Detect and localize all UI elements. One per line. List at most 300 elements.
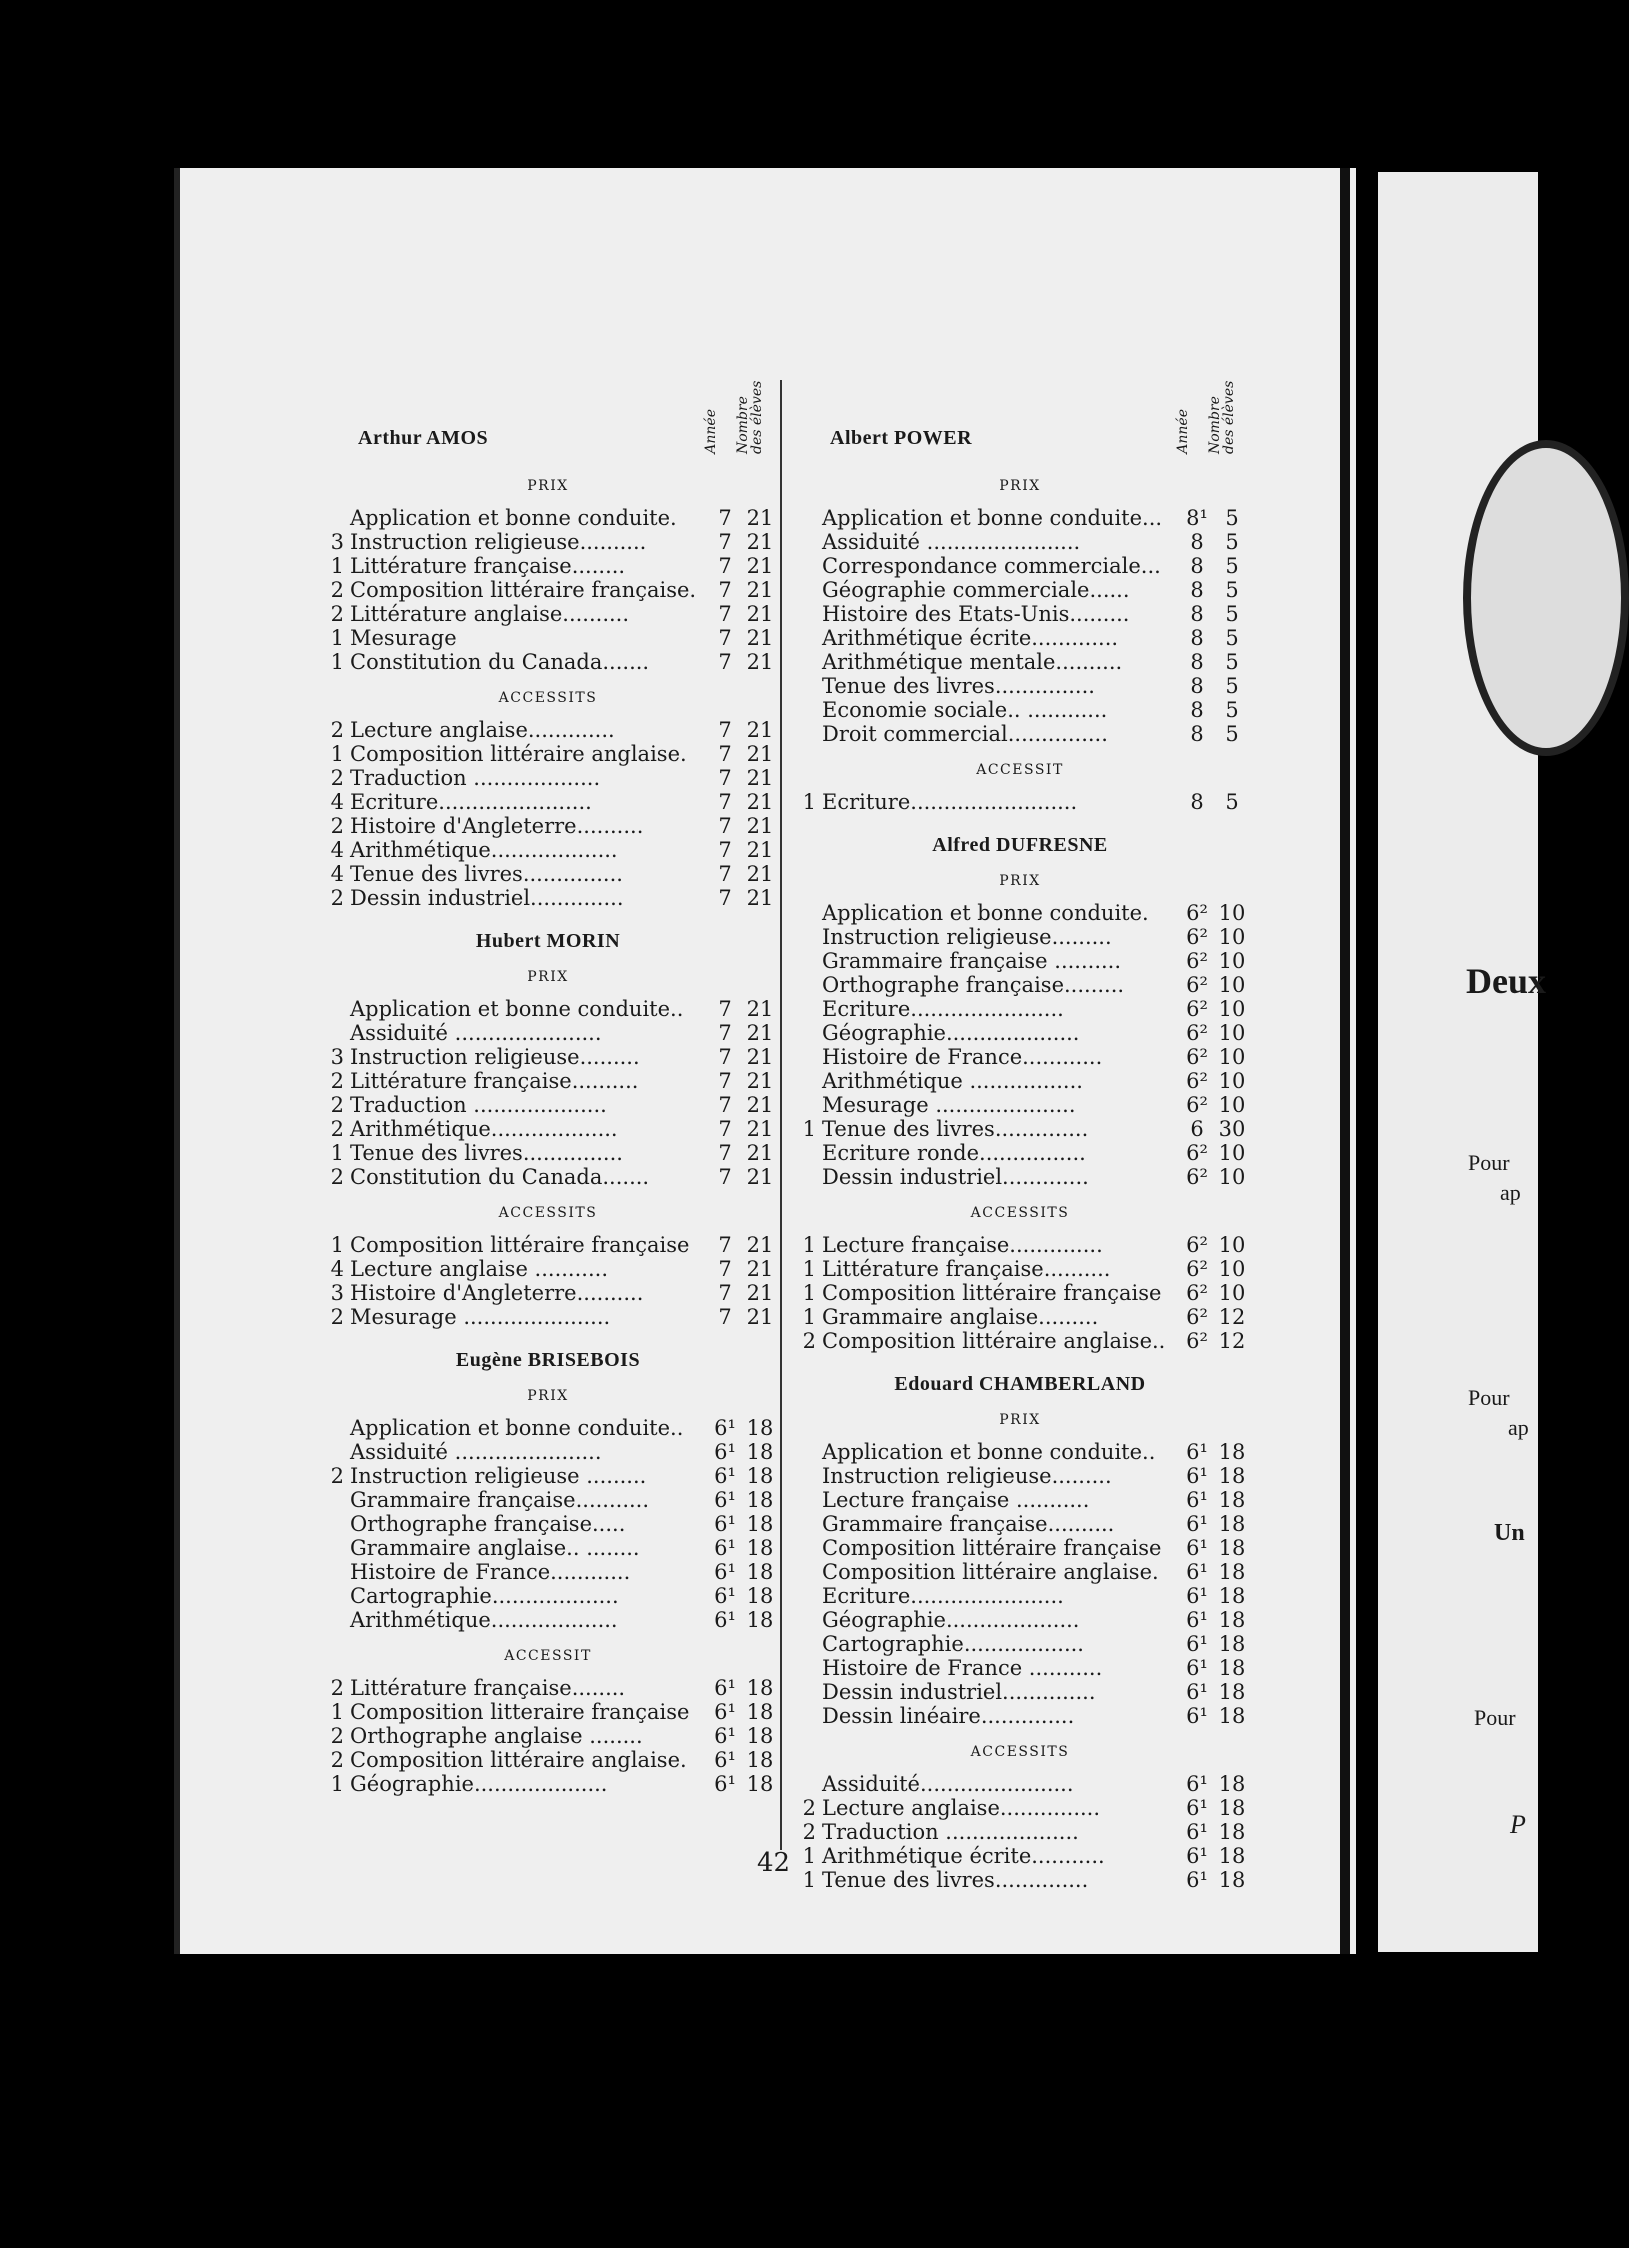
year-value: 8 (1190, 626, 1204, 650)
prize-row (790, 1464, 1250, 1488)
rank-number: 1 (330, 626, 344, 650)
prize-row (318, 766, 778, 790)
year-value: 8 (1190, 602, 1204, 626)
section-title: PRIX (527, 1388, 569, 1404)
year-value: 6¹ (714, 1464, 736, 1488)
prize-row (318, 1281, 778, 1305)
prize-row (318, 1045, 778, 1069)
rank-number: 1 (802, 1117, 816, 1141)
subject-name: Application et bonne conduite.. (350, 1416, 684, 1440)
subject-name: Grammaire française .......... (822, 949, 1122, 973)
year-value: 6¹ (714, 1700, 736, 1724)
prize-row (318, 838, 778, 862)
subject-name: Dessin industriel.............. (822, 1680, 1096, 1704)
year-value: 6² (1186, 973, 1208, 997)
prize-row (318, 1488, 778, 1512)
column-header-year: Année (703, 409, 719, 454)
prize-row (318, 530, 778, 554)
year-value: 6² (1186, 1093, 1208, 1117)
subject-name: Composition littéraire française (350, 1233, 690, 1257)
subject-name: Composition litteraire française (350, 1700, 690, 1724)
prize-row (790, 1281, 1250, 1305)
student-count: 5 (1225, 626, 1239, 650)
year-value: 6¹ (1186, 1512, 1208, 1536)
prize-row (790, 722, 1250, 746)
student-count: 10 (1218, 1021, 1246, 1045)
year-value: 6¹ (1186, 1680, 1208, 1704)
page-number: 42 (757, 1848, 791, 1878)
student-count: 18 (1218, 1488, 1246, 1512)
year-value: 7 (718, 742, 732, 766)
subject-name: Ecriture....................... (822, 997, 1064, 1021)
year-value: 6¹ (714, 1440, 736, 1464)
subject-name: Instruction religieuse......... (822, 925, 1112, 949)
subject-name: Assiduité....................... (822, 1772, 1074, 1796)
year-value: 6¹ (714, 1488, 736, 1512)
student-count: 18 (746, 1464, 774, 1488)
subject-name: Constitution du Canada....... (350, 1165, 650, 1189)
facing-page (1378, 172, 1538, 1952)
section-title: PRIX (999, 1412, 1041, 1428)
student-count: 5 (1225, 530, 1239, 554)
prize-row (790, 506, 1250, 530)
prize-row (318, 1608, 778, 1632)
student-count: 21 (746, 1045, 774, 1069)
prize-row (790, 1608, 1250, 1632)
student-count: 21 (746, 1165, 774, 1189)
section-title: ACCESSITS (498, 690, 598, 706)
year-value: 6¹ (714, 1772, 736, 1796)
student-count: 21 (746, 650, 774, 674)
prize-row (318, 506, 778, 530)
student-count: 5 (1225, 506, 1239, 530)
prize-row (318, 1560, 778, 1584)
section-title: PRIX (999, 873, 1041, 889)
prize-row (790, 1772, 1250, 1796)
year-value: 6² (1186, 997, 1208, 1021)
student-count: 10 (1218, 1257, 1246, 1281)
prize-row (318, 862, 778, 886)
year-value: 6² (1186, 949, 1208, 973)
year-value: 6¹ (1186, 1560, 1208, 1584)
subject-name: Tenue des livres............... (350, 1141, 623, 1165)
year-value: 6² (1186, 1233, 1208, 1257)
prize-row (318, 650, 778, 674)
subject-name: Assiduité ....................... (822, 530, 1081, 554)
subject-name: Composition littéraire anglaise.. (822, 1329, 1166, 1353)
year-value: 6² (1186, 1141, 1208, 1165)
prize-row (790, 1021, 1250, 1045)
subject-name: Orthographe française..... (350, 1512, 626, 1536)
subject-name: Application et bonne conduite. (350, 506, 677, 530)
subject-name: Géographie.................... (350, 1772, 608, 1796)
student-count: 18 (746, 1440, 774, 1464)
prize-row (790, 973, 1250, 997)
subject-name: Instruction religieuse ......... (350, 1464, 647, 1488)
student-name: Eugène BRISEBOIS (455, 1349, 641, 1371)
rank-number: 2 (330, 1069, 344, 1093)
subject-name: Instruction religieuse......... (350, 1045, 640, 1069)
prize-row (318, 1700, 778, 1724)
prize-row (790, 901, 1250, 925)
student-count: 21 (746, 1257, 774, 1281)
student-count: 18 (1218, 1440, 1246, 1464)
subject-name: Dessin industriel............. (822, 1165, 1089, 1189)
prize-row (318, 1093, 778, 1117)
year-value: 6¹ (714, 1512, 736, 1536)
subject-name: Instruction religieuse......... (822, 1464, 1112, 1488)
student-count: 10 (1218, 1141, 1246, 1165)
rank-number: 1 (802, 1844, 816, 1868)
subject-name: Traduction .................... (350, 1093, 607, 1117)
subject-name: Correspondance commerciale... (822, 554, 1161, 578)
year-value: 6² (1186, 1165, 1208, 1189)
subject-name: Mesurage (350, 626, 457, 650)
subject-name: Arithmétique................... (350, 1117, 618, 1141)
student-count: 5 (1225, 698, 1239, 722)
year-value: 6¹ (1186, 1820, 1208, 1844)
prize-row (318, 1584, 778, 1608)
prize-row (318, 578, 778, 602)
student-count: 18 (1218, 1844, 1246, 1868)
year-value: 6² (1186, 925, 1208, 949)
prize-row (790, 674, 1250, 698)
year-value: 7 (718, 530, 732, 554)
subject-name: Traduction .................... (822, 1820, 1079, 1844)
year-value: 7 (718, 814, 732, 838)
section-title: PRIX (999, 478, 1041, 494)
year-value: 7 (718, 1045, 732, 1069)
year-value: 6¹ (1186, 1844, 1208, 1868)
year-value: 8 (1190, 722, 1204, 746)
student-count: 10 (1218, 925, 1246, 949)
subject-name: Histoire des Etats-Unis......... (822, 602, 1130, 626)
student-count: 21 (746, 1141, 774, 1165)
student-count: 18 (746, 1748, 774, 1772)
student-count: 18 (1218, 1772, 1246, 1796)
student-count: 21 (746, 506, 774, 530)
prize-row (318, 1069, 778, 1093)
rank-number: 1 (330, 1772, 344, 1796)
year-value: 7 (718, 997, 732, 1021)
student-count: 21 (746, 1069, 774, 1093)
student-count: 18 (1218, 1584, 1246, 1608)
subject-name: Traduction ................... (350, 766, 601, 790)
year-value: 7 (718, 766, 732, 790)
subject-name: Histoire de France............ (822, 1045, 1103, 1069)
student-count: 10 (1218, 973, 1246, 997)
facing-fragment: P (1510, 1810, 1526, 1839)
subject-name: Assiduité ...................... (350, 1021, 602, 1045)
subject-name: Economie sociale.. ............ (822, 698, 1108, 722)
prize-row (790, 790, 1250, 814)
year-value: 6¹ (1186, 1584, 1208, 1608)
rank-number: 1 (330, 742, 344, 766)
student-count: 18 (1218, 1868, 1246, 1892)
year-value: 8 (1190, 790, 1204, 814)
prize-row (790, 1233, 1250, 1257)
prize-row (790, 1117, 1250, 1141)
prize-row (790, 949, 1250, 973)
student-count: 12 (1218, 1305, 1246, 1329)
subject-name: Littérature anglaise.......... (350, 602, 630, 626)
prize-row (318, 718, 778, 742)
student-count: 21 (746, 1021, 774, 1045)
student-count: 5 (1225, 674, 1239, 698)
year-value: 8 (1190, 530, 1204, 554)
subject-name: Arithmétique écrite............. (822, 626, 1119, 650)
year-value: 7 (718, 838, 732, 862)
prize-row (318, 1748, 778, 1772)
student-count: 10 (1218, 1165, 1246, 1189)
student-count: 18 (1218, 1512, 1246, 1536)
subject-name: Instruction religieuse.......... (350, 530, 647, 554)
student-count: 10 (1218, 1093, 1246, 1117)
subject-name: Composition littéraire française. (350, 578, 697, 602)
student-count: 18 (1218, 1796, 1246, 1820)
prize-row (790, 1868, 1250, 1892)
rank-number: 2 (802, 1329, 816, 1353)
prize-row (790, 1488, 1250, 1512)
student-count: 10 (1218, 1045, 1246, 1069)
rank-number: 2 (330, 1117, 344, 1141)
year-value: 6² (1186, 901, 1208, 925)
student-count: 18 (746, 1512, 774, 1536)
rank-number: 2 (330, 1093, 344, 1117)
year-value: 7 (718, 554, 732, 578)
student-count: 12 (1218, 1329, 1246, 1353)
section-title: PRIX (527, 478, 569, 494)
prize-row (318, 1440, 778, 1464)
student-count: 10 (1218, 997, 1246, 1021)
rank-number: 4 (330, 1257, 344, 1281)
rank-number: 1 (802, 1305, 816, 1329)
facing-fragment: ap (1500, 1180, 1521, 1205)
student-count: 21 (746, 814, 774, 838)
year-value: 7 (718, 862, 732, 886)
subject-name: Histoire d'Angleterre.......... (350, 814, 644, 838)
subject-name: Dessin industriel.............. (350, 886, 624, 910)
subject-name: Géographie.................... (822, 1021, 1080, 1045)
student-count: 10 (1218, 1281, 1246, 1305)
subject-name: Lecture anglaise............. (350, 718, 615, 742)
student-count: 21 (746, 530, 774, 554)
rank-number: 1 (330, 650, 344, 674)
year-value: 7 (718, 578, 732, 602)
rank-number: 1 (330, 1700, 344, 1724)
student-count: 21 (746, 1117, 774, 1141)
prize-row (790, 1844, 1250, 1868)
student-count: 21 (746, 1281, 774, 1305)
subject-name: Dessin linéaire.............. (822, 1704, 1075, 1728)
prize-row (790, 1093, 1250, 1117)
subject-name: Cartographie................... (350, 1584, 619, 1608)
student-header (318, 370, 778, 462)
student-count: 18 (746, 1416, 774, 1440)
year-value: 6¹ (1186, 1656, 1208, 1680)
prize-row (318, 1676, 778, 1700)
subject-name: Géographie commerciale...... (822, 578, 1130, 602)
student-count: 18 (746, 1584, 774, 1608)
prize-row (318, 1512, 778, 1536)
student-count: 18 (1218, 1536, 1246, 1560)
subject-name: Grammaire française........... (350, 1488, 650, 1512)
prize-row (790, 698, 1250, 722)
student-count: 21 (746, 838, 774, 862)
year-value: 8¹ (1186, 506, 1208, 530)
rank-number: 4 (330, 862, 344, 886)
prize-row (790, 997, 1250, 1021)
student-count: 5 (1225, 650, 1239, 674)
student-name: Hubert MORIN (475, 930, 621, 952)
year-value: 7 (718, 506, 732, 530)
year-value: 7 (718, 626, 732, 650)
rank-number: 2 (330, 1676, 344, 1700)
prize-row (318, 1416, 778, 1440)
prize-row (790, 1704, 1250, 1728)
year-value: 6² (1186, 1069, 1208, 1093)
year-value: 6¹ (714, 1536, 736, 1560)
student-count: 21 (746, 766, 774, 790)
year-value: 6¹ (1186, 1632, 1208, 1656)
student-count: 21 (746, 742, 774, 766)
prize-row (790, 1512, 1250, 1536)
prize-row (790, 1560, 1250, 1584)
subject-name: Histoire d'Angleterre.......... (350, 1281, 644, 1305)
subject-name: Orthographe anglaise ........ (350, 1724, 643, 1748)
rank-number: 3 (330, 1045, 344, 1069)
student-count: 21 (746, 790, 774, 814)
facing-fragment: Un (1494, 1520, 1525, 1546)
prize-row (790, 1257, 1250, 1281)
year-value: 7 (718, 1021, 732, 1045)
year-value: 7 (718, 1281, 732, 1305)
prize-row (318, 886, 778, 910)
prize-row (790, 554, 1250, 578)
subject-name: Tenue des livres.............. (822, 1117, 1089, 1141)
year-value: 7 (718, 1093, 732, 1117)
year-value: 6² (1186, 1045, 1208, 1069)
year-value: 6¹ (1186, 1868, 1208, 1892)
student-count: 18 (1218, 1820, 1246, 1844)
student-count: 18 (746, 1724, 774, 1748)
student-name: Alfred DUFRESNE (932, 834, 1108, 856)
year-value: 7 (718, 602, 732, 626)
prize-row (318, 1305, 778, 1329)
subject-name: Ecriture....................... (822, 1584, 1064, 1608)
section-title: ACCESSITS (498, 1205, 598, 1221)
column-header-count: Nombre des élèves (735, 380, 765, 454)
student-count: 21 (746, 1305, 774, 1329)
year-value: 7 (718, 650, 732, 674)
year-value: 6² (1186, 1021, 1208, 1045)
prize-row (790, 578, 1250, 602)
prize-row (318, 997, 778, 1021)
prize-row (318, 790, 778, 814)
year-value: 6¹ (1186, 1488, 1208, 1512)
subject-name: Application et bonne conduite.. (822, 1440, 1156, 1464)
student-count: 18 (1218, 1656, 1246, 1680)
year-value: 6¹ (714, 1584, 736, 1608)
facing-fragment: ap (1508, 1415, 1529, 1440)
year-value: 6² (1186, 1305, 1208, 1329)
rank-number: 1 (802, 790, 816, 814)
subject-name: Constitution du Canada....... (350, 650, 650, 674)
rank-number: 1 (330, 554, 344, 578)
prize-row (318, 602, 778, 626)
prize-row (790, 1536, 1250, 1560)
column-header-year: Année (1175, 409, 1191, 454)
prize-row (790, 650, 1250, 674)
rank-number: 1 (802, 1257, 816, 1281)
subject-name: Mesurage ...................... (350, 1305, 611, 1329)
subject-name: Arithmétique écrite........... (822, 1844, 1105, 1868)
subject-name: Composition littéraire anglaise. (350, 1748, 687, 1772)
student-count: 18 (1218, 1680, 1246, 1704)
student-name: Arthur AMOS (358, 427, 489, 449)
subject-name: Histoire de France............ (350, 1560, 631, 1584)
year-value: 8 (1190, 650, 1204, 674)
subject-name: Composition littéraire française (822, 1536, 1162, 1560)
student-count: 18 (746, 1676, 774, 1700)
rank-number: 2 (802, 1820, 816, 1844)
prize-row (790, 1045, 1250, 1069)
subject-name: Lecture anglaise............... (822, 1796, 1101, 1820)
year-value: 7 (718, 1117, 732, 1141)
year-value: 7 (718, 1141, 732, 1165)
subject-name: Droit commercial............... (822, 722, 1108, 746)
prize-row (790, 626, 1250, 650)
year-value: 6 (1190, 1117, 1204, 1141)
prize-row (318, 1117, 778, 1141)
subject-name: Arithmétique................... (350, 838, 618, 862)
subject-name: Lecture anglaise ........... (350, 1257, 608, 1281)
student-name: Albert POWER (830, 427, 973, 449)
prize-row (318, 1165, 778, 1189)
catholic-seal-emblem (1463, 440, 1629, 756)
section-title: ACCESSITS (970, 1205, 1070, 1221)
student-name: Edouard CHAMBERLAND (894, 1373, 1146, 1395)
section-title: PRIX (527, 969, 569, 985)
subject-name: Mesurage ..................... (822, 1093, 1076, 1117)
student-count: 21 (746, 602, 774, 626)
year-value: 6¹ (714, 1676, 736, 1700)
year-value: 6¹ (714, 1560, 736, 1584)
prize-row (790, 1141, 1250, 1165)
year-value: 6¹ (714, 1608, 736, 1632)
student-count: 10 (1218, 901, 1246, 925)
student-count: 18 (746, 1488, 774, 1512)
subject-name: Ecriture......................... (822, 790, 1078, 814)
rank-number: 1 (330, 1233, 344, 1257)
student-count: 21 (746, 1233, 774, 1257)
student-count: 18 (1218, 1560, 1246, 1584)
subject-name: Lecture française ........... (822, 1488, 1090, 1512)
year-value: 6¹ (1186, 1536, 1208, 1560)
prize-row (318, 626, 778, 650)
prize-row (318, 742, 778, 766)
student-count: 21 (746, 626, 774, 650)
prize-row (318, 1141, 778, 1165)
subject-name: Composition littéraire anglaise. (822, 1560, 1159, 1584)
subject-name: Assiduité ...................... (350, 1440, 602, 1464)
subject-name: Arithmétique mentale.......... (822, 650, 1123, 674)
year-value: 7 (718, 1257, 732, 1281)
rank-number: 3 (330, 530, 344, 554)
rank-number: 1 (802, 1281, 816, 1305)
student-count: 5 (1225, 602, 1239, 626)
year-value: 6¹ (714, 1416, 736, 1440)
